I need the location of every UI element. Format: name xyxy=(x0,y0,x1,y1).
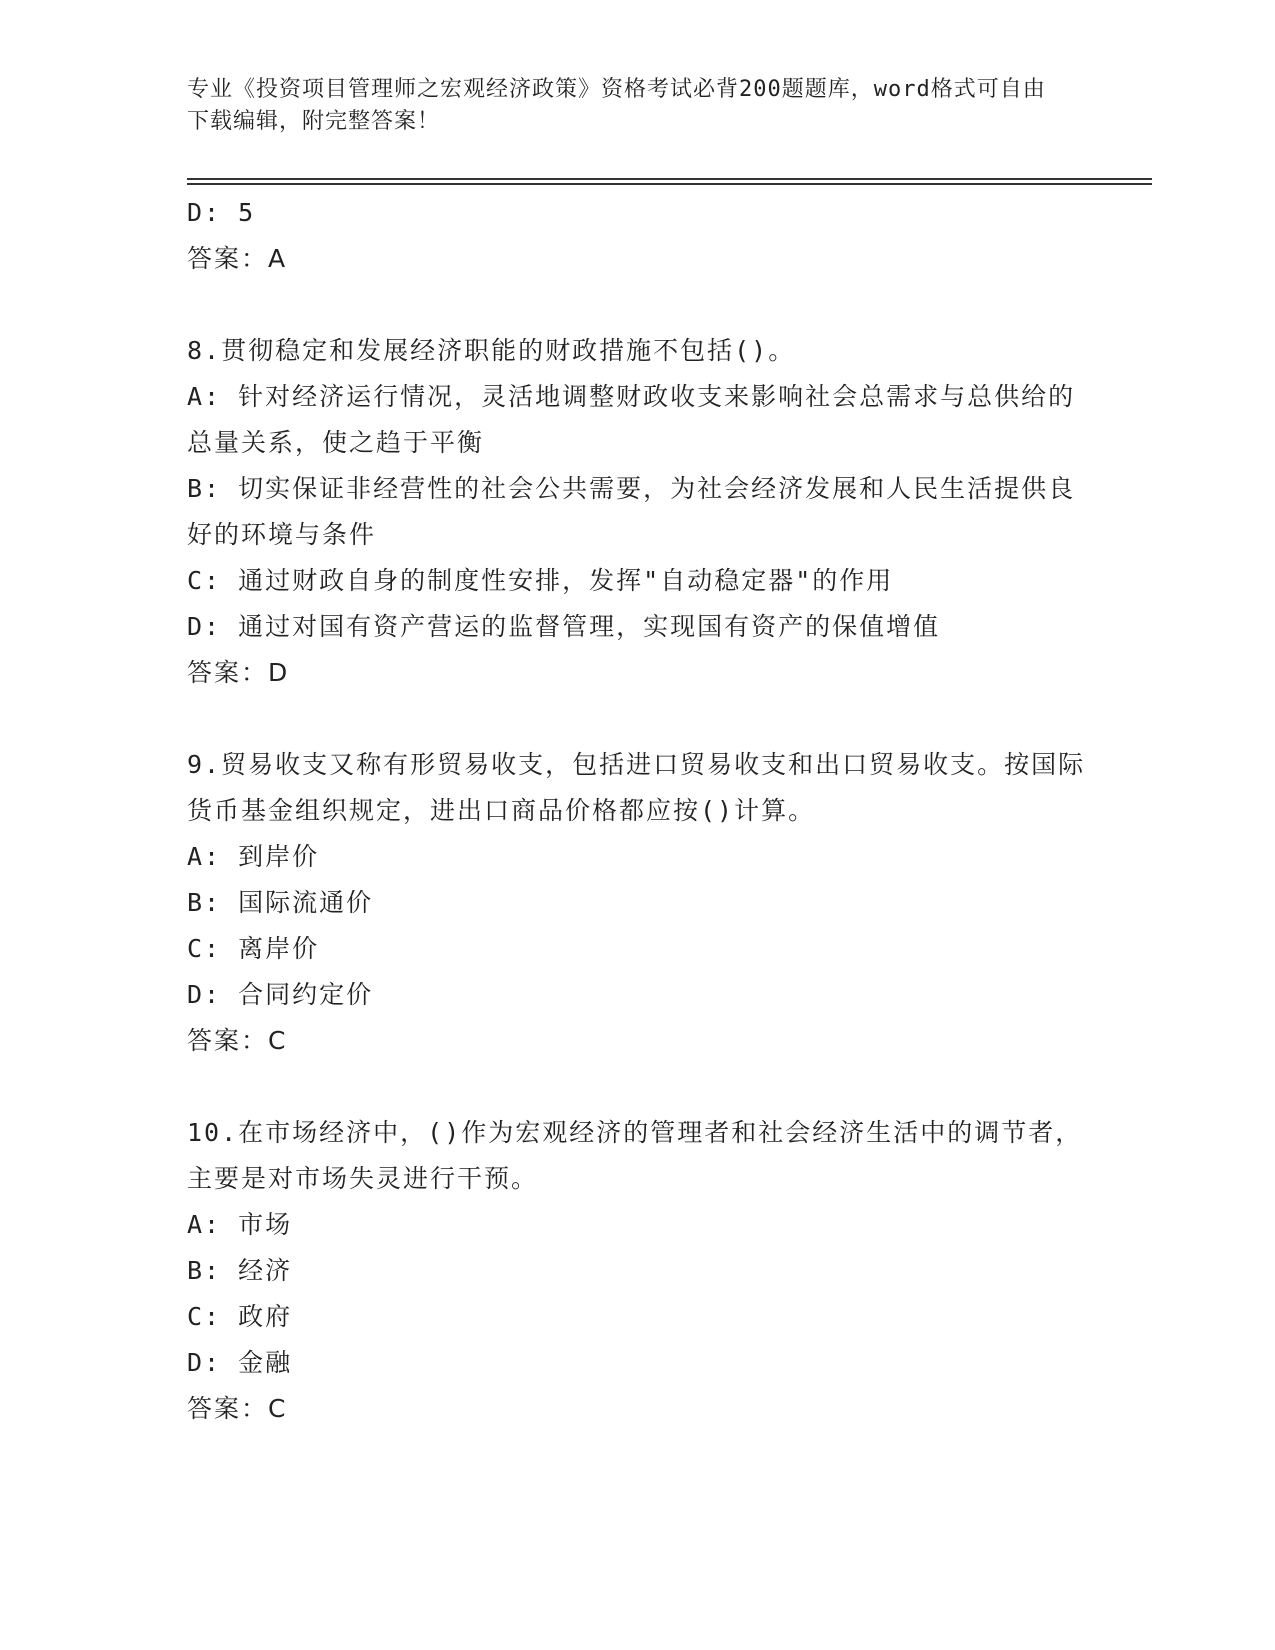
header-divider-top xyxy=(187,178,1152,180)
option-b: B: 经济 xyxy=(187,1256,293,1285)
option-d: D: 通过对国有资产营运的监督管理，实现国有资产的保值增值 xyxy=(187,612,941,641)
answer: 答案：D xyxy=(187,658,290,687)
previous-question-tail xyxy=(187,190,1087,282)
spacer xyxy=(187,1064,1087,1110)
question-content xyxy=(187,190,1087,1432)
option-a: A: 针对经济运行情况，灵活地调整财政收支来影响社会总需求与总供给的总量关系，使之趋于平衡 xyxy=(187,382,1076,457)
document-header xyxy=(187,74,1067,138)
answer: 答案：A xyxy=(187,244,288,273)
option-d: D: 金融 xyxy=(187,1348,293,1377)
question-8 xyxy=(187,328,1087,696)
option-c: C: 政府 xyxy=(187,1302,293,1331)
spacer xyxy=(187,696,1087,742)
answer: 答案：C xyxy=(187,1394,288,1423)
option-b: B: 切实保证非经营性的社会公共需要，为社会经济发展和人民生活提供良好的环境与条件 xyxy=(187,474,1076,549)
option-c: C: 离岸价 xyxy=(187,934,320,963)
spacer xyxy=(187,282,1087,328)
option-a: A: 市场 xyxy=(187,1210,293,1239)
answer: 答案：C xyxy=(187,1026,288,1055)
question-stem: 8.贯彻稳定和发展经济职能的财政措施不包括()。 xyxy=(187,336,796,365)
option-d: D: 合同约定价 xyxy=(187,980,374,1009)
question-stem: 9.贸易收支又称有形贸易收支，包括进口贸易收支和出口贸易收支。按国际货币基金组织规定，进出口商品价格都应按()计算。 xyxy=(187,750,1086,825)
question-stem: 10.在市场经济中，()作为宏观经济的管理者和社会经济生活中的调节者，主要是对市场失灵进行干预。 xyxy=(187,1118,1083,1193)
option-d: D: 5 xyxy=(187,198,256,227)
question-9 xyxy=(187,742,1087,1064)
question-10 xyxy=(187,1110,1087,1432)
option-c: C: 通过财政自身的制度性安排，发挥"自动稳定器"的作用 xyxy=(187,566,894,595)
header-title: 专业《投资项目管理师之宏观经济政策》资格考试必背200题题库，word格式可自由下载编辑，附完整答案！ xyxy=(187,77,1046,134)
option-b: B: 国际流通价 xyxy=(187,888,374,917)
option-a: A: 到岸价 xyxy=(187,842,320,871)
header-divider-bottom xyxy=(187,183,1152,185)
